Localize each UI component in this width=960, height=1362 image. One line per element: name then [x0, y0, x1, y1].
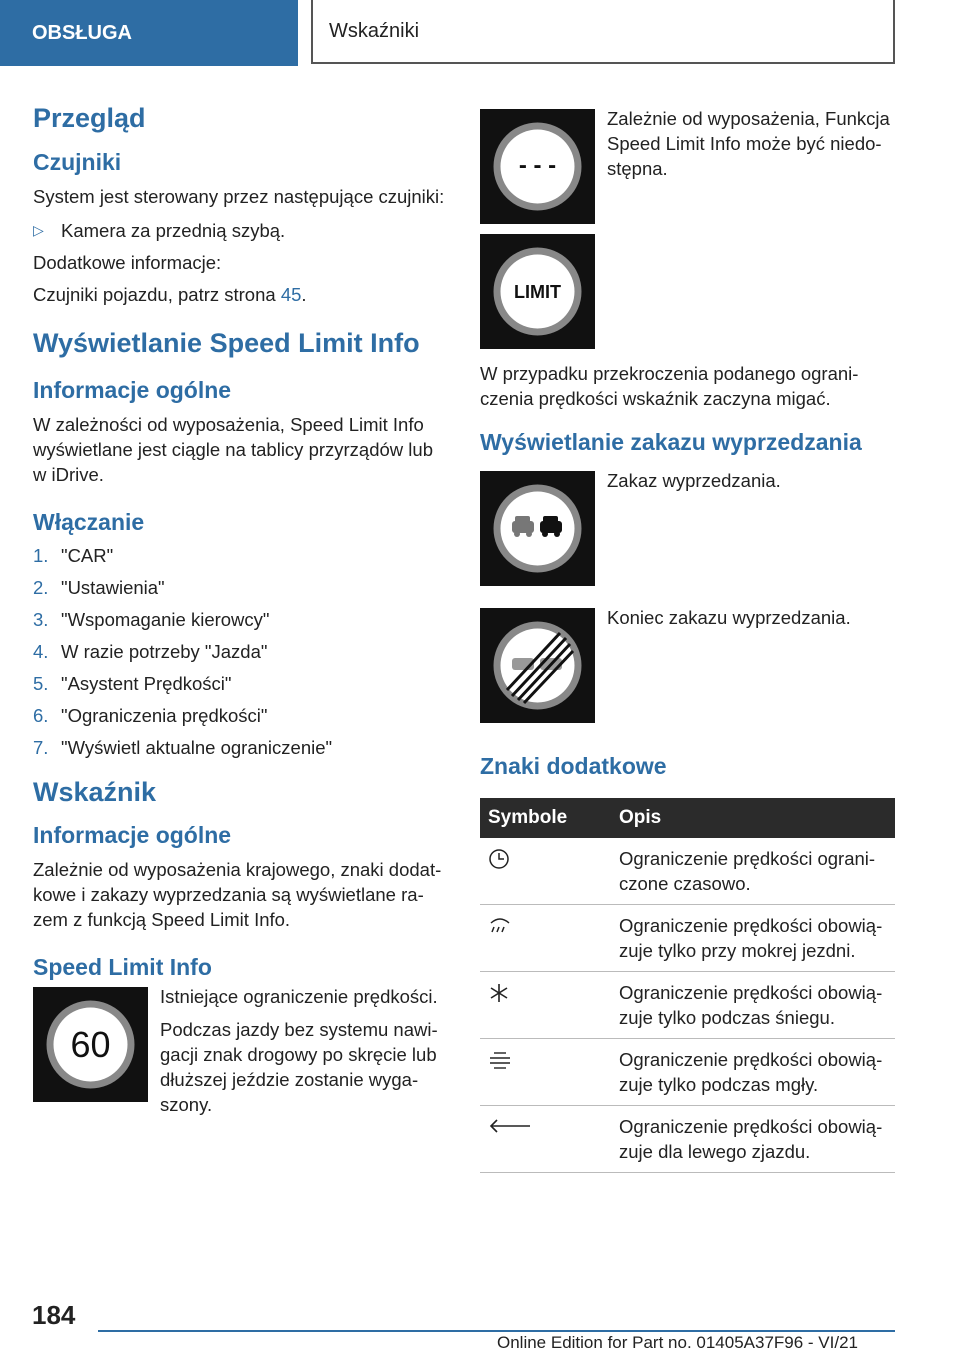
- general-2-text: Zależnie od wyposażenia krajowego, znaki dodatkowe i zakazy wyprzedzania są wyświetlane razem z funkcją Speed Limit Info.: [33, 858, 442, 930]
- clock-icon: [488, 848, 510, 870]
- sensors-list-item: [33, 218, 448, 243]
- sign-dash-row: [480, 109, 895, 224]
- sign-dash-value: - - -: [518, 152, 557, 179]
- additional-signs-table: [480, 798, 895, 1173]
- table-row: [480, 838, 895, 905]
- edition-text: Online Edition for Part no. 01405A37F96 - VI/21: [497, 1333, 859, 1352]
- fog-icon: [488, 1049, 512, 1071]
- more-info-label: Dodatkowe informacje:: [33, 251, 222, 273]
- row-desc: Ograniczenie prędkości obowiązuje tylko podczas śniegu.: [611, 972, 895, 1039]
- row-desc: Ograniczenie prędkości obowiązuje dla lewego zjazdu.: [611, 1106, 895, 1173]
- general-1-text: W zależności od wyposażenia, Speed Limit Info wyświetlane jest ciągle na tablicy przyrządów lub w iDrive.: [33, 413, 433, 485]
- table-row: [480, 905, 895, 972]
- sign-60-value: 60: [70, 1024, 111, 1066]
- dash-text: Zależnie od wyposażenia, Funkcja Speed Limit Info może być niedostępna.: [607, 108, 890, 179]
- heading-enable: Włączanie: [33, 508, 145, 535]
- triangle-bullet-icon: ▷: [33, 221, 44, 238]
- heading-indicator: Wskaźnik: [33, 776, 157, 807]
- limit-sign-icon: [480, 234, 595, 349]
- row-desc: Ograniczenie prędkości obowiązuje tylko przy mokrej jezdni.: [611, 905, 895, 972]
- table-row: [480, 1039, 895, 1106]
- heading-speed-limit-info: Speed Limit Info: [33, 953, 212, 980]
- page-number: 184: [32, 1300, 76, 1330]
- step-item: 4. W razie potrzeby "Jazda": [33, 640, 268, 662]
- sensors-ref-text: Czujniki pojazdu, patrz strona: [33, 283, 281, 305]
- end-no-overtaking-sign-icon: [480, 608, 595, 723]
- enable-steps: [33, 543, 448, 760]
- no-overtaking-sign-icon: [480, 471, 595, 586]
- heading-display: Wyświetlanie Speed Limit Info: [33, 327, 420, 358]
- chapter-tab: [311, 0, 895, 64]
- table-row: [480, 972, 895, 1039]
- right-column: [480, 102, 895, 1173]
- left-column: [33, 96, 448, 1117]
- col-header-desc: Opis: [611, 798, 895, 838]
- step-item: 3. "Wspomaganie kierowcy": [33, 608, 270, 630]
- step-item: 1. "CAR": [33, 544, 114, 566]
- speed-unknown-sign-icon: [480, 109, 595, 224]
- step-item: 7. "Wyświetl aktualne ograniczenie": [33, 736, 333, 758]
- heading-general-1: Informacje ogólne: [33, 377, 232, 404]
- heading-sensors: Czujniki: [33, 149, 122, 176]
- sensors-item-text: Kamera za przednią szybą.: [61, 219, 286, 241]
- table-row: [480, 1106, 895, 1173]
- section-title: OBSŁUGA: [32, 21, 132, 44]
- sign-60-desc: [160, 984, 448, 1117]
- sensors-text: System jest sterowany przez następujące czujniki:: [33, 185, 445, 207]
- sign-60-row: [33, 987, 448, 1117]
- sli-text-2: Podczas jazdy bez systemu nawigacji znak drogowy po skręcie lub dłuższej jeździe zostanie wygaszony.: [160, 1019, 438, 1116]
- sensors-ref-end: .: [301, 283, 307, 305]
- row-desc: Ograniczenie prędkości obowiązuje tylko podczas mgły.: [611, 1039, 895, 1106]
- arrow-left-icon: [488, 1117, 532, 1135]
- heading-general-2: Informacje ogólne: [33, 821, 232, 848]
- sli-text-1: Istniejące ograniczenie prędkości.: [160, 986, 438, 1008]
- heading-additional-signs: Znaki dodatkowe: [480, 752, 667, 779]
- heading-no-overtake: Wyświetlanie zakazu wyprzedzania: [480, 429, 862, 455]
- section-tab: [0, 0, 298, 66]
- exceed-text: W przypadku przekroczenia podanego ograniczenia prędkości wskaźnik zaczyna migać.: [480, 363, 859, 409]
- sign-limit-value: LIMIT: [514, 282, 561, 302]
- col-header-symbols: Symbole: [480, 798, 611, 838]
- chapter-title: Wskaźniki: [329, 19, 420, 42]
- step-item: 2. "Ustawienia": [33, 576, 165, 598]
- rain-icon: [488, 915, 512, 937]
- page-link[interactable]: 45: [280, 283, 302, 305]
- no-overtake-text: Zakaz wyprzedzania.: [607, 469, 781, 491]
- footer-divider: [98, 1330, 895, 1332]
- end-overtake-text: Koniec zakazu wyprzedzania.: [607, 606, 851, 628]
- step-item: 6. "Ograniczenia prędkości": [33, 704, 268, 726]
- table-header-row: [480, 798, 895, 838]
- no-overtake-row: [480, 471, 895, 586]
- end-overtake-row: [480, 608, 895, 723]
- sensors-reference: [33, 282, 448, 307]
- speed-60-sign-icon: [33, 987, 148, 1102]
- heading-overview: Przegląd: [33, 103, 146, 133]
- snowflake-icon: [488, 982, 510, 1004]
- step-item: 5. "Asystent Prędkości": [33, 672, 232, 694]
- row-desc: Ograniczenie prędkości ograniczone czasowo.: [611, 838, 895, 905]
